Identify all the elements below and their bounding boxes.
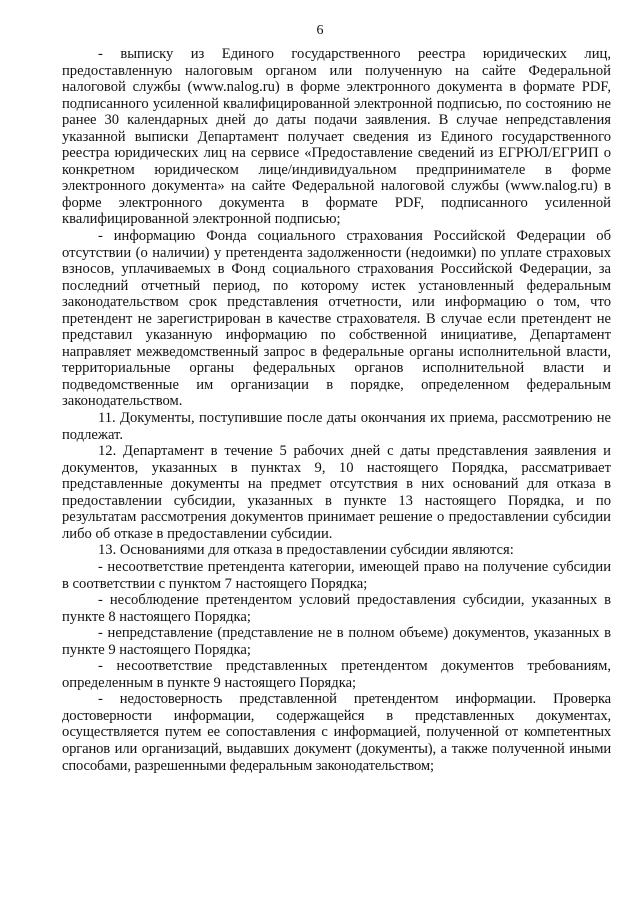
document-body	[62, 46, 611, 774]
refusal-reason-document-requirements: - несоответствие представленных претендентом документов требованиям, определенным в пункте 9 настоящего Порядка;	[62, 658, 611, 691]
page-number: 6	[316, 23, 324, 38]
paragraph-12: 12. Департамент в течение 5 рабочих дней с даты представления заявления и документов, указанных в пунктах 9, 10 настоящего Порядка, рассматривает представленные документы на предмет отсутствия в них оснований для отказа в предоставлении субсидии, указанных в пункте 13 настоящего Порядка, и по результатам рассмотрения документов принимает решение о предоставлении субсидии либо об отказе в предоставлении субсидии.	[62, 443, 611, 542]
paragraph-egrul-extract: - выписку из Единого государственного реестра юридических лиц, предоставленную налоговым органом или полученную на сайте Федеральной налоговой службы (www.nalog.ru) в форме электронного документа в формате PDF, подписанного усиленной квалифицированной электронной подписью, по состоянию не ранее 30 календарных дней до даты подачи заявления. В случае непредставления указанной выписки Департамент получает сведения из Единого государственного реестра юридических лиц на сервисе «Предоставление сведений из ЕГРЮЛ/ЕГРИП о конкретном юридическом лице/индивидуальном предпринимателе в форме электронного документа» на сайте Федеральной налоговой службы (www.nalog.ru) в форме электронного документа в формате PDF, подписанного усиленной квалифицированной электронной подписью;	[62, 46, 611, 228]
paragraph-11: 11. Документы, поступившие после даты окончания их приема, рассмотрению не подлежат.	[62, 410, 611, 443]
paragraph-fss-information: - информацию Фонда социального страхования Российской Федерации об отсутствии (о наличии) у претендента задолженности (недоимки) по уплате страховых взносов, уплачиваемых в Фонд социального страхования Российской Федерации, за последний отчетный период, по которому истек установленный федеральным законодательством срок представления отчетности, или информацию о том, что претендент не зарегистрирован в качестве страхователя. В случае если претендент не представил указанную информацию по собственной инициативе, Департамент направляет межведомственный запрос в федеральные органы исполнительной власти, территориальные органы федеральных органов исполнительной власти и подведомственные им организации в порядке, определенном федеральным законодательством.	[62, 228, 611, 410]
refusal-reason-false-information: - недостоверность представленной претендентом информации. Проверка достоверности информации, содержащейся в представленных документах, осуществляется путем ее сопоставления с информацией, полученной от компетентных органов или организаций, выдавших документ (документы), а также полученной иными способами, разрешенными федеральным законодательством;	[62, 691, 611, 774]
refusal-reason-category: - несоответствие претендента категории, имеющей право на получение субсидии в соответствии с пунктом 7 настоящего Порядка;	[62, 558, 611, 592]
refusal-reason-conditions: - несоблюдение претендентом условий предоставления субсидии, указанных в пункте 8 настоящего Порядка;	[62, 592, 611, 625]
paragraph-13: 13. Основаниями для отказа в предоставлении субсидии являются:	[98, 542, 514, 559]
refusal-reason-missing-documents: - непредставление (представление не в полном объеме) документов, указанных в пункте 9 настоящего Порядка;	[62, 625, 611, 658]
